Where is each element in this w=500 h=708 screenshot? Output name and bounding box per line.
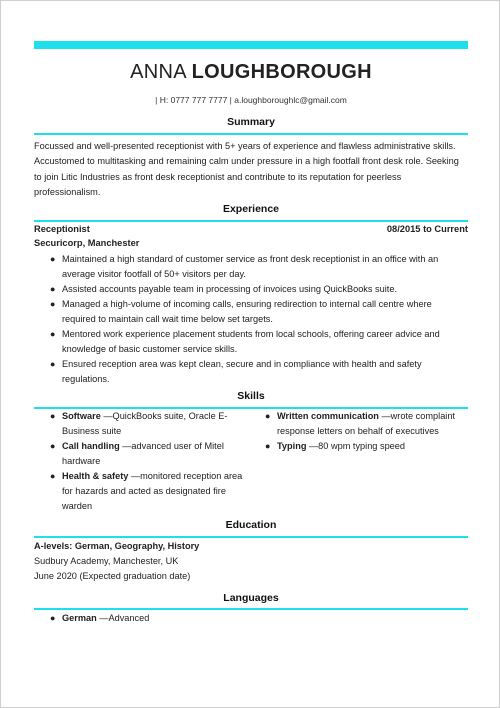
languages-divider bbox=[34, 608, 468, 610]
summary-heading: Summary bbox=[227, 116, 275, 128]
bullet-icon: ● bbox=[50, 254, 56, 264]
education-date: June 2020 (Expected graduation date) bbox=[34, 571, 191, 581]
bullet-icon: ● bbox=[265, 441, 271, 451]
bullet-icon: ● bbox=[50, 359, 56, 369]
list-item: ● Ensured reception area was kept clean, secure and in compliance with health and safety regulations. bbox=[50, 359, 422, 384]
contact-line: | H: 0777 777 7777 | a.loughboroughlc@gmail.com bbox=[155, 95, 347, 105]
education-school: Sudbury Academy, Manchester, UK bbox=[34, 556, 179, 566]
bullet-icon: ● bbox=[50, 329, 56, 339]
summary-divider bbox=[34, 133, 468, 135]
list-item: ● Assisted accounts payable team in processing of invoices using QuickBooks suite. bbox=[50, 282, 450, 297]
list-item: ● Maintained a high standard of customer service as front desk receptionist in an office with an average visitor footfall of 50+ visitors per day. bbox=[50, 254, 439, 279]
bullet-icon: ● bbox=[50, 284, 56, 294]
list-item: ● Health & safety —monitored reception area for hazards and acted as designated fire warden bbox=[50, 471, 243, 511]
job-title: Receptionist bbox=[34, 224, 90, 234]
bullet-icon: ● bbox=[50, 441, 56, 451]
first-name: ANNA bbox=[130, 61, 186, 83]
list-item: ● German —Advanced bbox=[50, 611, 350, 626]
bullet-icon: ● bbox=[50, 471, 56, 481]
job-dates: 08/2015 to Current bbox=[386, 224, 468, 234]
education-divider bbox=[34, 536, 468, 538]
list-item: ● Written communication —wrote complaint response letters on behalf of executives bbox=[265, 411, 456, 436]
bullet-icon: ● bbox=[50, 411, 56, 421]
list-item: ● Software —QuickBooks suite, Oracle E-Business suite bbox=[50, 411, 228, 436]
experience-heading: Experience bbox=[222, 203, 280, 215]
skills-heading: Skills bbox=[237, 390, 265, 402]
summary-text: Focussed and well-presented receptionist with 5+ years of experience and flawless administrative skills. Accustomed to multitasking and remaining calm under pressure in a high footfall front desk role. Seeking to join Litic Industries as front desk receptionist and contribute to its reputation for peerless professionalism. bbox=[34, 141, 459, 197]
candidate-name bbox=[1, 61, 500, 84]
job-header bbox=[34, 224, 468, 234]
experience-bullets bbox=[50, 252, 450, 387]
last-name: LOUGHBOROUGH bbox=[191, 61, 372, 83]
languages-heading: Languages bbox=[223, 592, 279, 604]
list-item: ● Call handling —advanced user of Mitel hardware bbox=[50, 441, 224, 466]
experience-divider bbox=[34, 220, 468, 222]
bullet-icon: ● bbox=[50, 299, 56, 309]
bullet-icon: ● bbox=[265, 411, 271, 421]
education-qualification: A-levels: German, Geography, History bbox=[34, 541, 200, 551]
job-company: Securicorp, Manchester bbox=[34, 238, 140, 248]
education-heading: Education bbox=[225, 519, 277, 531]
list-item: ● Typing —80 wpm typing speed bbox=[265, 439, 465, 454]
languages-list bbox=[50, 611, 350, 626]
list-item: ● Mentored work experience placement students from local schools, offering career advice and knowledge of basic customer service skills. bbox=[50, 329, 440, 354]
bullet-icon: ● bbox=[50, 613, 56, 623]
skills-right-list bbox=[265, 409, 465, 454]
list-item: ● Managed a high-volume of incoming calls, ensuring redirection to internal call centre where required to maintain call wait time below set targets. bbox=[50, 299, 432, 324]
skills-left-list bbox=[50, 409, 250, 514]
accent-top-bar bbox=[34, 41, 468, 49]
